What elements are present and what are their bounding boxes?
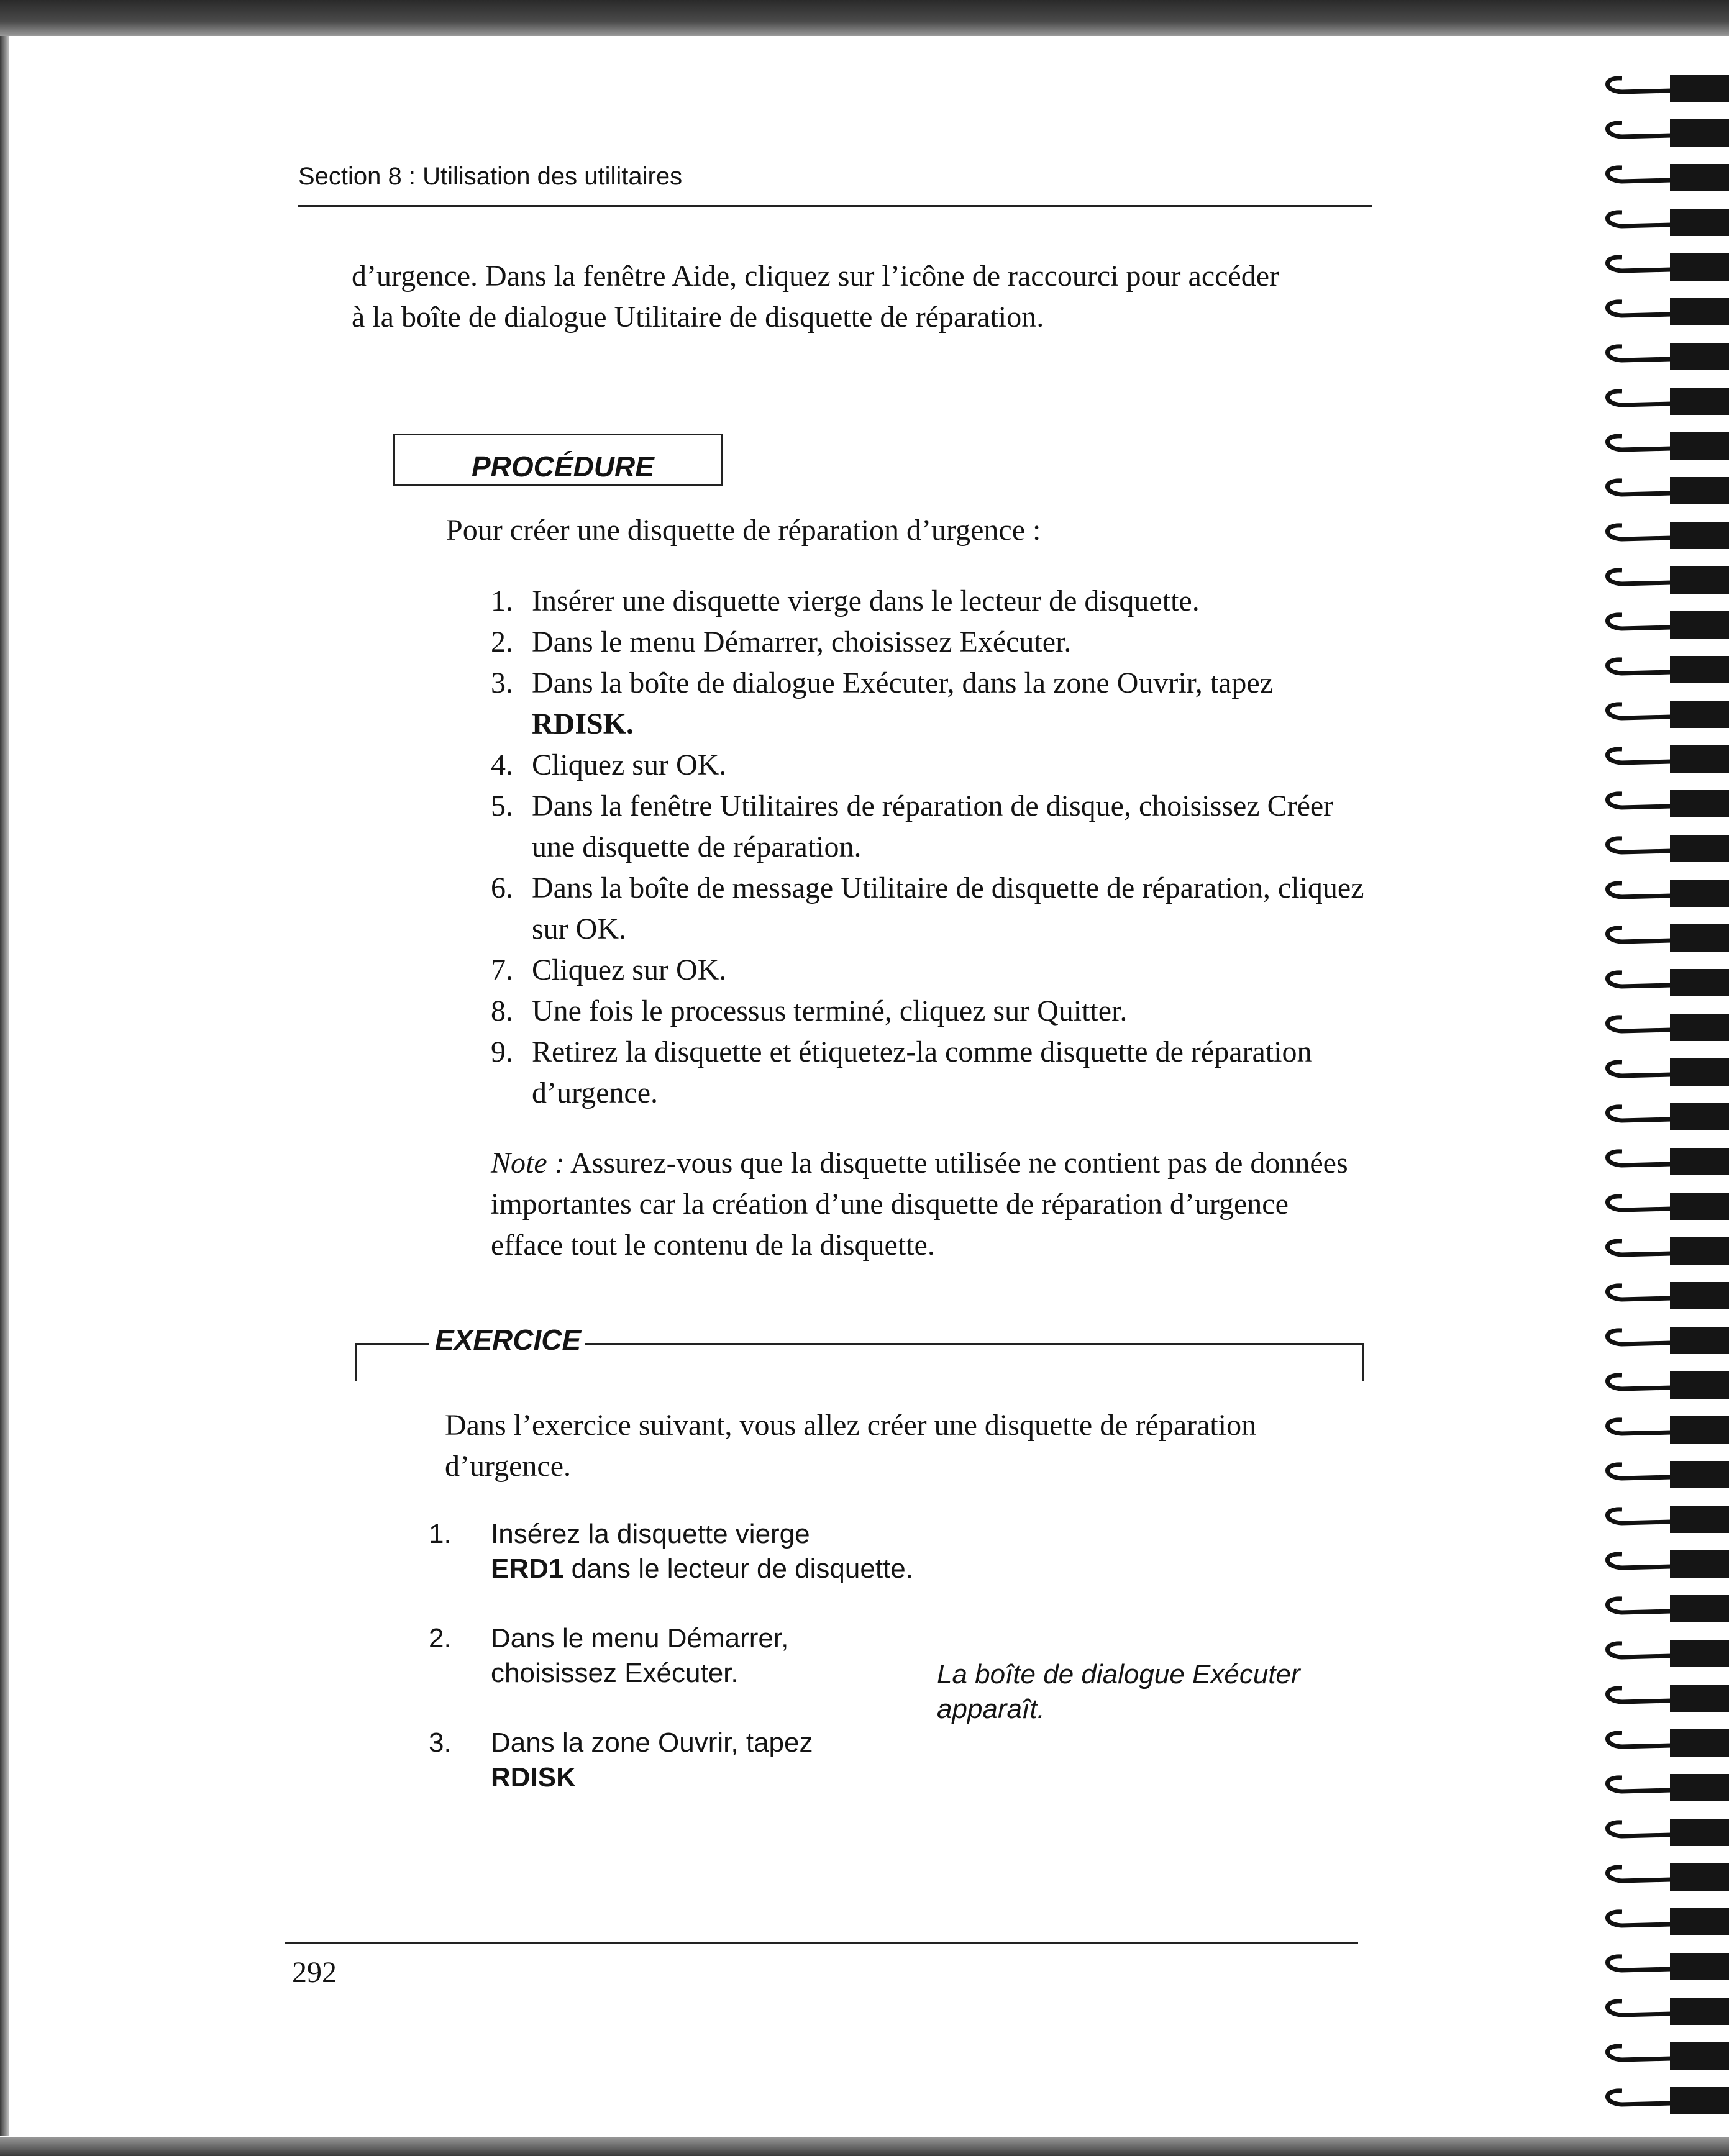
binding-ring: [1670, 522, 1729, 549]
binding-coil: [1608, 794, 1672, 807]
binding-ring: [1670, 1193, 1729, 1220]
binding-coil: [1608, 1778, 1672, 1791]
binding-ring: [1670, 880, 1729, 907]
binding-coil: [1608, 1599, 1672, 1612]
exercise-rule-left: [355, 1343, 429, 1345]
procedure-step: 9. Retirez la disquette et étiquetez-la comme disquette de réparation d’urgence.: [491, 1035, 1312, 1109]
binding-ring: [1670, 1282, 1729, 1309]
binding-coil: [1608, 1107, 1672, 1121]
binding-ring: [1670, 1953, 1729, 1980]
exercise-heading: EXERCICE: [435, 1324, 582, 1356]
binding-ring: [1670, 611, 1729, 639]
binding-coil: [1608, 1644, 1672, 1657]
binding-ring: [1670, 1550, 1729, 1578]
binding-coil: [1608, 1465, 1672, 1478]
scan-edge-bottom: [0, 2137, 1729, 2156]
binding-coil: [1608, 660, 1672, 673]
binding-ring: [1670, 388, 1729, 415]
binding-coil: [1608, 704, 1672, 718]
binding-coil: [1608, 1912, 1672, 1926]
binding-coil: [1608, 883, 1672, 897]
binding-ring: [1670, 477, 1729, 504]
procedure-step: 5. Dans la fenêtre Utilitaires de réparation de disque, choisissez Créer une disquette de réparation.: [491, 789, 1334, 863]
procedure-step: 1. Insérer une disquette vierge dans le lecteur de disquette.: [491, 584, 1200, 617]
procedure-step: 4. Cliquez sur OK.: [491, 748, 727, 781]
binding-ring: [1670, 1685, 1729, 1712]
binding-coil: [1608, 1957, 1672, 1970]
binding-ring: [1670, 75, 1729, 102]
running-head: Section 8 : Utilisation des utilitaires: [298, 163, 683, 190]
binding-coil: [1608, 1375, 1672, 1389]
binding-coil: [1608, 2001, 1672, 2015]
procedure-step: 7. Cliquez sur OK.: [491, 953, 727, 986]
binding-coil: [1608, 2091, 1672, 2104]
binding-ring: [1670, 119, 1729, 147]
binding-coil: [1608, 928, 1672, 942]
exercise-step: 2. Dans le menu Démarrer, choisissez Exécuter.: [429, 1623, 789, 1688]
binding-coil: [1608, 1286, 1672, 1299]
binding-coil: [1608, 1420, 1672, 1434]
procedure-step: 3. Dans la boîte de dialogue Exécuter, dans la zone Ouvrir, tapez RDISK.: [491, 666, 1274, 740]
binding-ring: [1670, 298, 1729, 325]
binding-coil: [1608, 570, 1672, 584]
binding-ring: [1670, 1595, 1729, 1622]
binding-ring: [1670, 566, 1729, 594]
binding-coil: [1608, 1241, 1672, 1255]
binding-coil: [1608, 436, 1672, 450]
page-number: 292: [292, 1956, 337, 1989]
binding-ring: [1670, 1863, 1729, 1891]
binding-coil: [1608, 1822, 1672, 1836]
procedure-heading: PROCÉDURE: [463, 450, 663, 483]
binding-coil: [1608, 257, 1672, 271]
exercise-step: 1. Insérez la disquette vierge ERD1 dans le lecteur de disquette.: [429, 1519, 913, 1584]
binding-coil: [1608, 168, 1672, 181]
binding-coil: [1608, 1867, 1672, 1881]
scan-edge-left: [0, 36, 9, 2136]
binding-ring: [1670, 1506, 1729, 1533]
binding-coil: [1608, 1152, 1672, 1165]
binding-ring: [1670, 1014, 1729, 1041]
binding-coil: [1608, 123, 1672, 137]
binding-coil: [1608, 78, 1672, 92]
scan-edge-top: [0, 0, 1729, 36]
binding-coil: [1608, 1733, 1672, 1747]
binding-ring: [1670, 343, 1729, 370]
binding-ring: [1670, 1371, 1729, 1399]
binding-ring: [1670, 1819, 1729, 1846]
binding-coil: [1608, 1196, 1672, 1210]
binding-coil: [1608, 525, 1672, 539]
intro-line-1: d’urgence. Dans la fenêtre Aide, cliquez sur l’icône de raccourci pour accéder: [352, 260, 1280, 293]
binding-ring: [1670, 1327, 1729, 1354]
procedure-lead: Pour créer une disquette de réparation d’urgence :: [446, 514, 1041, 547]
binding-coil: [1608, 1509, 1672, 1523]
binding-ring: [1670, 1103, 1729, 1130]
binding-ring: [1670, 969, 1729, 996]
procedure-note: [491, 1143, 1361, 1266]
binding-ring: [1670, 253, 1729, 281]
footer-rule: [285, 1942, 1358, 1944]
binding-ring: [1670, 1416, 1729, 1444]
binding-ring: [1670, 2042, 1729, 2070]
intro-paragraph: [352, 256, 1371, 338]
binding-ring: [1670, 1058, 1729, 1086]
binding-ring: [1670, 432, 1729, 460]
binding-coil: [1608, 481, 1672, 494]
binding-coil: [1608, 302, 1672, 316]
binding-ring: [1670, 1729, 1729, 1757]
binding-coil: [1608, 615, 1672, 629]
binding-coil: [1608, 973, 1672, 986]
exercise-frame-right: [1362, 1343, 1364, 1381]
exercise-intro: Dans l’exercice suivant, vous allez créer une disquette de réparation d’urgence.: [445, 1409, 1257, 1483]
binding-coil: [1608, 2046, 1672, 2060]
procedure-step: 8. Une fois le processus terminé, cliquez sur Quitter.: [491, 994, 1128, 1027]
binding-ring: [1670, 790, 1729, 817]
binding-coil: [1608, 1330, 1672, 1344]
binding-ring: [1670, 1148, 1729, 1175]
binding-ring: [1670, 1461, 1729, 1488]
procedure-step: 2. Dans le menu Démarrer, choisissez Exécuter.: [491, 625, 1072, 658]
note-label: Note :: [491, 1147, 565, 1180]
binding-coil: [1608, 749, 1672, 763]
binding-coil: [1608, 212, 1672, 226]
binding-ring: [1670, 656, 1729, 683]
binding-ring: [1670, 1774, 1729, 1801]
binding-ring: [1670, 745, 1729, 773]
binding-coil: [1608, 1017, 1672, 1031]
exercise-step: 3. Dans la zone Ouvrir, tapez RDISK: [429, 1727, 813, 1793]
binding-coil: [1608, 1688, 1672, 1702]
header-rule: [298, 205, 1372, 207]
binding-coil: [1608, 839, 1672, 852]
note-text: Assurez-vous que la disquette utilisée ne contient pas de données importantes car la création d’une disquette de réparation d’urgence efface tout le contenu de la disquette.: [491, 1147, 1348, 1262]
binding-ring: [1670, 835, 1729, 862]
exercise-rule-right: [585, 1343, 1364, 1345]
exercise-step-2-result: La boîte de dialogue Exécuter apparaît.: [937, 1659, 1300, 1724]
binding-ring: [1670, 2087, 1729, 2114]
procedure-steps: [491, 581, 1373, 1114]
procedure-step: 6. Dans la boîte de message Utilitaire de disquette de réparation, cliquez sur OK.: [491, 871, 1364, 945]
binding-coil: [1608, 347, 1672, 360]
binding-ring: [1670, 164, 1729, 191]
binding-ring: [1670, 1640, 1729, 1667]
spiral-binding: [1597, 50, 1729, 2137]
exercise-frame-left: [355, 1343, 357, 1381]
binding-ring: [1670, 1998, 1729, 2025]
binding-ring: [1670, 209, 1729, 236]
binding-ring: [1670, 924, 1729, 952]
intro-line-2: à la boîte de dialogue Utilitaire de disquette de réparation.: [352, 301, 1044, 334]
binding-ring: [1670, 1908, 1729, 1935]
binding-coil: [1608, 1062, 1672, 1076]
binding-ring: [1670, 701, 1729, 728]
binding-coil: [1608, 391, 1672, 405]
exercise-steps: [429, 1517, 926, 1795]
binding-coil: [1608, 1554, 1672, 1568]
binding-ring: [1670, 1237, 1729, 1265]
